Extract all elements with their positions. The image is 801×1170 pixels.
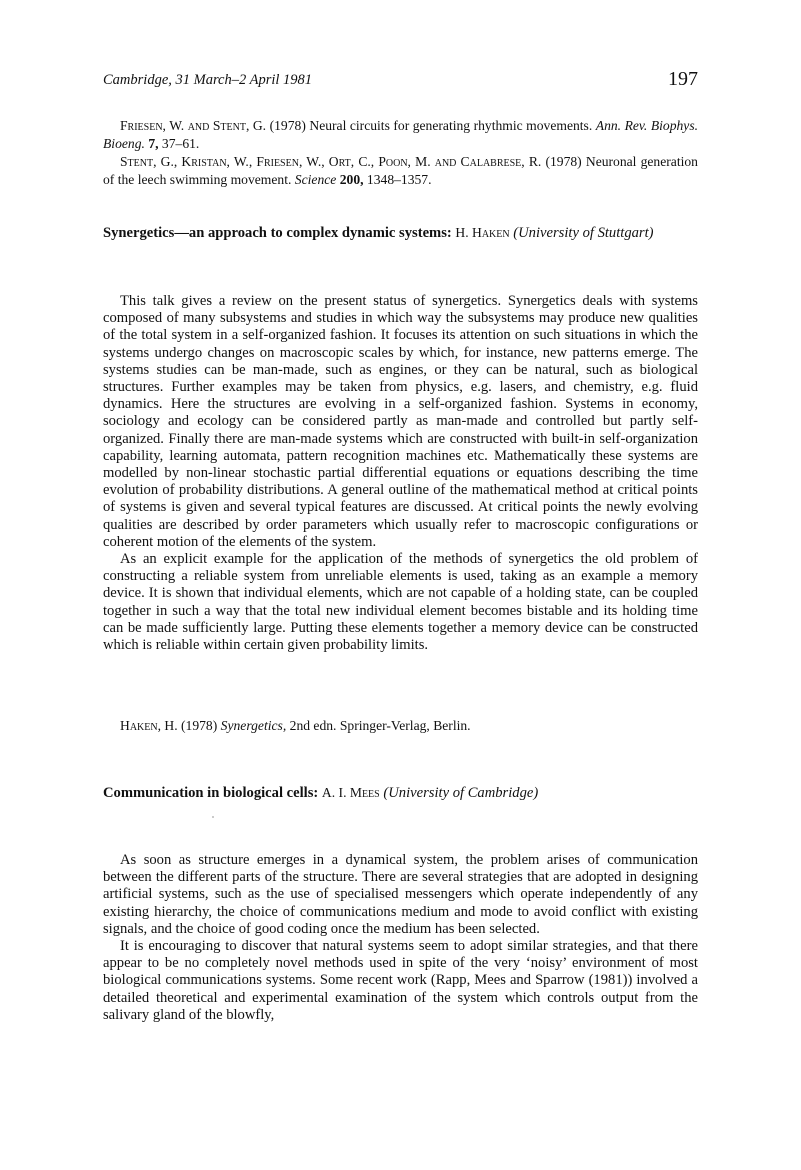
page-number: 197 [668, 68, 698, 90]
page-header [103, 68, 698, 96]
reference-entry [103, 153, 698, 188]
abstract-synergetics [103, 293, 698, 654]
section-title: Communication in biological cells: [103, 785, 319, 801]
paragraph: As an explicit example for the application of the methods of synergetics the old problem of constructing a reliable system from unreliable elements is used, taking as an example a memory device. It is shown that individual elements, which are not capable of a holding state, can be coupled together in such a way that the total new individual element becomes bistable and its holding time can be made sufficiently large. Putting these elements together a memory device can be constructed which is reliable within certain given probability limits. [103, 551, 698, 654]
ref-publisher: 2nd edn. Springer-Verlag, Berlin. [289, 718, 471, 733]
reference-entry [103, 117, 698, 152]
ref-year: (1978) [545, 154, 582, 169]
abstract-communication [103, 852, 698, 1024]
ref-title: Synergetics, [220, 718, 287, 733]
section-title: Synergetics—an approach to complex dynamic systems: [103, 225, 452, 241]
running-head: Cambridge, 31 March–2 April 1981 [103, 72, 313, 88]
paragraph: As soon as structure emerges in a dynamical system, the problem arises of communication between the different parts of the structure. There are several strategies that are adopted in designing artificial systems, such as the use of specialised messengers which operate independently of any existing hierarchy, the choice of communications medium and mode to avoid conflict with existing signals, and the choice of good coding once the medium has been selected. [103, 852, 698, 937]
section-author: A. I. Mees [321, 785, 380, 800]
section-heading-communication [103, 783, 698, 803]
ref-journal: Science [294, 171, 337, 187]
ref-title: Neuronal generation of the leech swimming movement. [103, 154, 698, 187]
ref-authors: Stent, G., Kristan, W., Friesen, W., Ort, C., Poon, M. and Calabrese, R. [120, 154, 542, 169]
ref-pages: 1348–1357. [366, 171, 432, 187]
ref-pages: 37–61. [161, 135, 200, 151]
paragraph: It is encouraging to discover that natural systems seem to adopt similar strategies, and that there appear to be no completely novel methods used in spite of the very ‘noisy’ environment of most biological communications systems. Some recent work (Rapp, Mees and Sparrow (1981)) involved a detailed theoretical and experimental examination of the system which controls output from the salivary gland of the blowfly, [103, 938, 698, 1023]
ref-authors: Haken, H. [120, 718, 178, 733]
ref-year: (1978) [181, 718, 218, 733]
ref-authors: Friesen, W. and Stent, G. [120, 118, 267, 133]
ref-journal: Ann. Rev. Biophys. Bioeng. [103, 118, 699, 151]
ref-title: Neural circuits for generating rhythmic movements. [309, 118, 593, 133]
ref-year: (1978) [269, 118, 306, 133]
section-affiliation: (University of Stuttgart) [513, 225, 654, 241]
reference-list-top [103, 117, 698, 189]
reference-entry [103, 717, 698, 735]
reference-list-synergetics [103, 717, 698, 736]
ref-volume: 7, [148, 135, 159, 151]
section-affiliation: (University of Cambridge) [383, 785, 539, 801]
paragraph: This talk gives a review on the present status of synergetics. Synergetics deals with systems composed of many subsystems and studies in which way the subsystems may produce new qualities of the total system in a self-organized fashion. It focuses its attention on such situations in which the systems undergo changes on macroscopic scales by which, for instance, new patterns emerge. The systems studies can be man-made, such as engines, or they can be natural, such as biological structures. Further examples may be taken from physics, e.g. lasers, and chemistry, e.g. fluid dynamics. Here the structures are evolving in a self-organized fashion. Systems in economy, sociology and ecology can be considered partly as man-made and controlled but partly self-organized. Finally there are man-made systems which are constructed with built-in self-organization capability, learning automata, pattern recognition machines etc. Mathematically these systems are modelled by non-linear stochastic partial differential equations or equations describing the time evolution of probability distributions. A general outline of the mathematical method at critical points of systems is given and several typical features are discussed. At critical points the newly evolving qualities are described by order parameters which usually refer to macroscopic configurations or coherent motion of the elements of the system. [103, 293, 698, 550]
ref-volume: 200, [339, 171, 364, 187]
speck-mark [212, 816, 214, 818]
section-heading-synergetics [103, 223, 698, 243]
section-author: H. Haken [455, 225, 510, 240]
